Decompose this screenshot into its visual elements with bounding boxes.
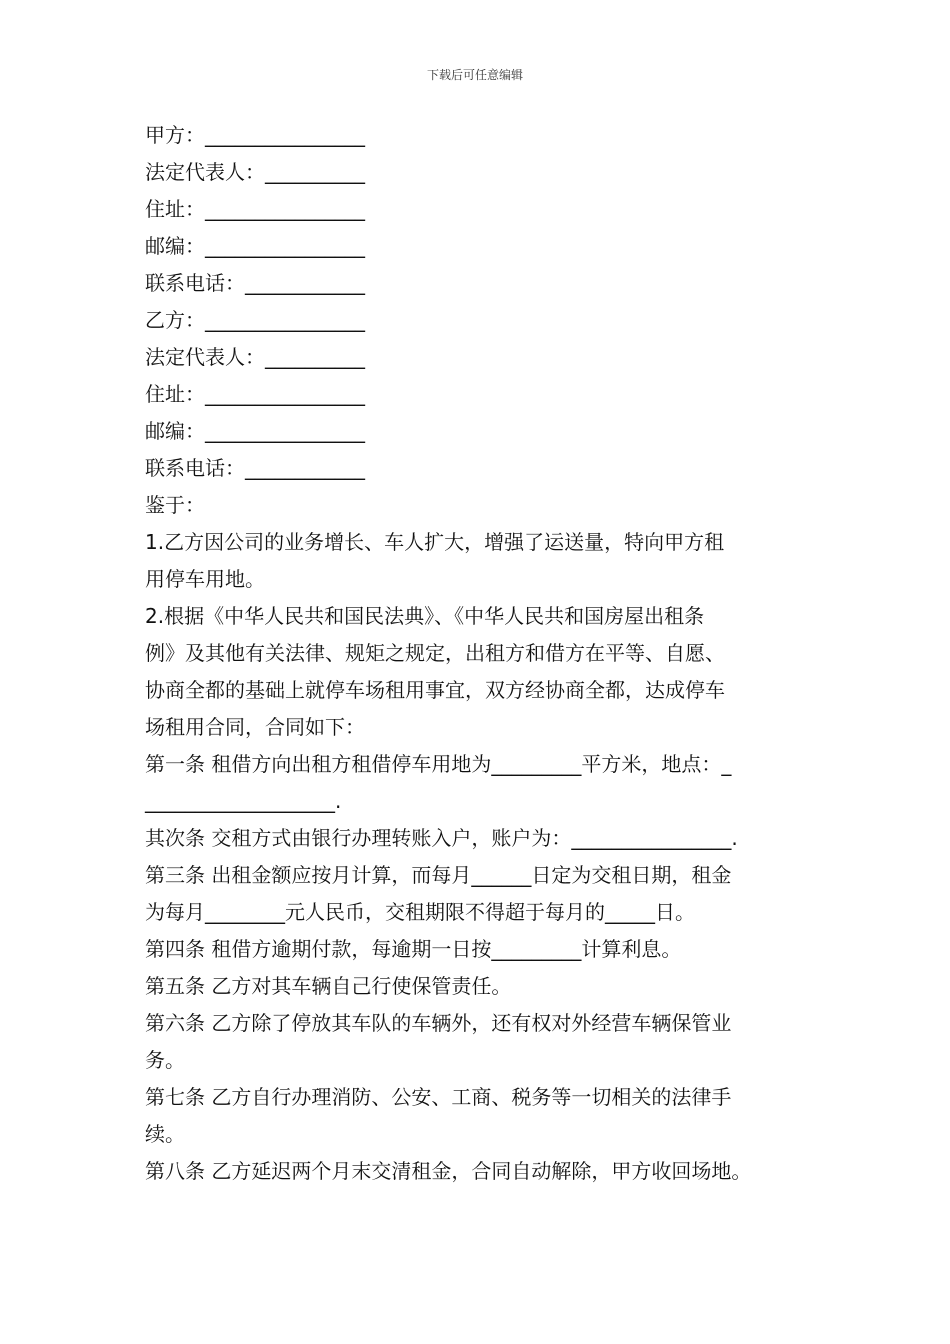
recital-1-line-2: 用停车用地。 [145, 567, 265, 591]
article-1-line-1: 第一条 租借方向出租方租借停车用地为_________平方米，地点：_ [145, 752, 732, 776]
article-6-line-2: 务。 [145, 1048, 185, 1072]
recital-2-line-2: 例》及其他有关法律、规矩之规定，出租方和借方在平等、自愿、 [145, 641, 725, 665]
article-8: 第八条 乙方延迟两个月末交清租金，合同自动解除，甲方收回场地。 [145, 1159, 752, 1183]
article-4: 第四条 租借方逾期付款，每逾期一日按_________计算利息。 [145, 937, 682, 961]
recital-2-line-3: 协商全都的基础上就停车场租用事宜，双方经协商全都，达成停车 [145, 678, 725, 702]
party-a-postcode: 邮编：________________ [145, 234, 365, 258]
party-b-phone: 联系电话：____________ [145, 456, 365, 480]
party-b-name: 乙方：________________ [145, 308, 365, 332]
party-b-address: 住址：________________ [145, 382, 365, 406]
article-1-line-2: ___________________. [145, 789, 342, 813]
party-a-address: 住址：________________ [145, 197, 365, 221]
party-b-rep: 法定代表人：__________ [145, 345, 365, 369]
recital-1-line-1: 1.乙方因公司的业务增长、车人扩大，增强了运送量，特向甲方租 [145, 530, 725, 554]
article-3-line-2: 为每月________元人民币，交租期限不得超于每月的_____日。 [145, 900, 695, 924]
party-b-postcode: 邮编：________________ [145, 419, 365, 443]
article-7-line-2: 续。 [145, 1122, 185, 1146]
party-a-rep: 法定代表人：__________ [145, 160, 365, 184]
party-a-name: 甲方：________________ [145, 123, 365, 147]
party-a-phone: 联系电话：____________ [145, 271, 365, 295]
recital-2-line-4: 场租用合同，合同如下： [145, 715, 365, 739]
article-3-line-1: 第三条 出租金额应按月计算，而每月______日定为交租日期，租金 [145, 863, 732, 887]
header-note: 下载后可任意编辑 [426, 68, 523, 82]
recital-2-line-1: 2.根据《中华人民共和国民法典》、《中华人民共和国房屋出租条 [145, 604, 705, 628]
article-6-line-1: 第六条 乙方除了停放其车队的车辆外，还有权对外经营车辆保管业 [145, 1011, 732, 1035]
article-7-line-1: 第七条 乙方自行办理消防、公安、工商、税务等一切相关的法律手 [145, 1085, 732, 1109]
contract-body [145, 117, 810, 1190]
article-5: 第五条 乙方对其车辆自己行使保管责任。 [145, 974, 512, 998]
article-2: 其次条 交租方式由银行办理转账入户，账户为：________________. [145, 826, 738, 850]
recitals-heading: 鉴于： [145, 493, 205, 517]
